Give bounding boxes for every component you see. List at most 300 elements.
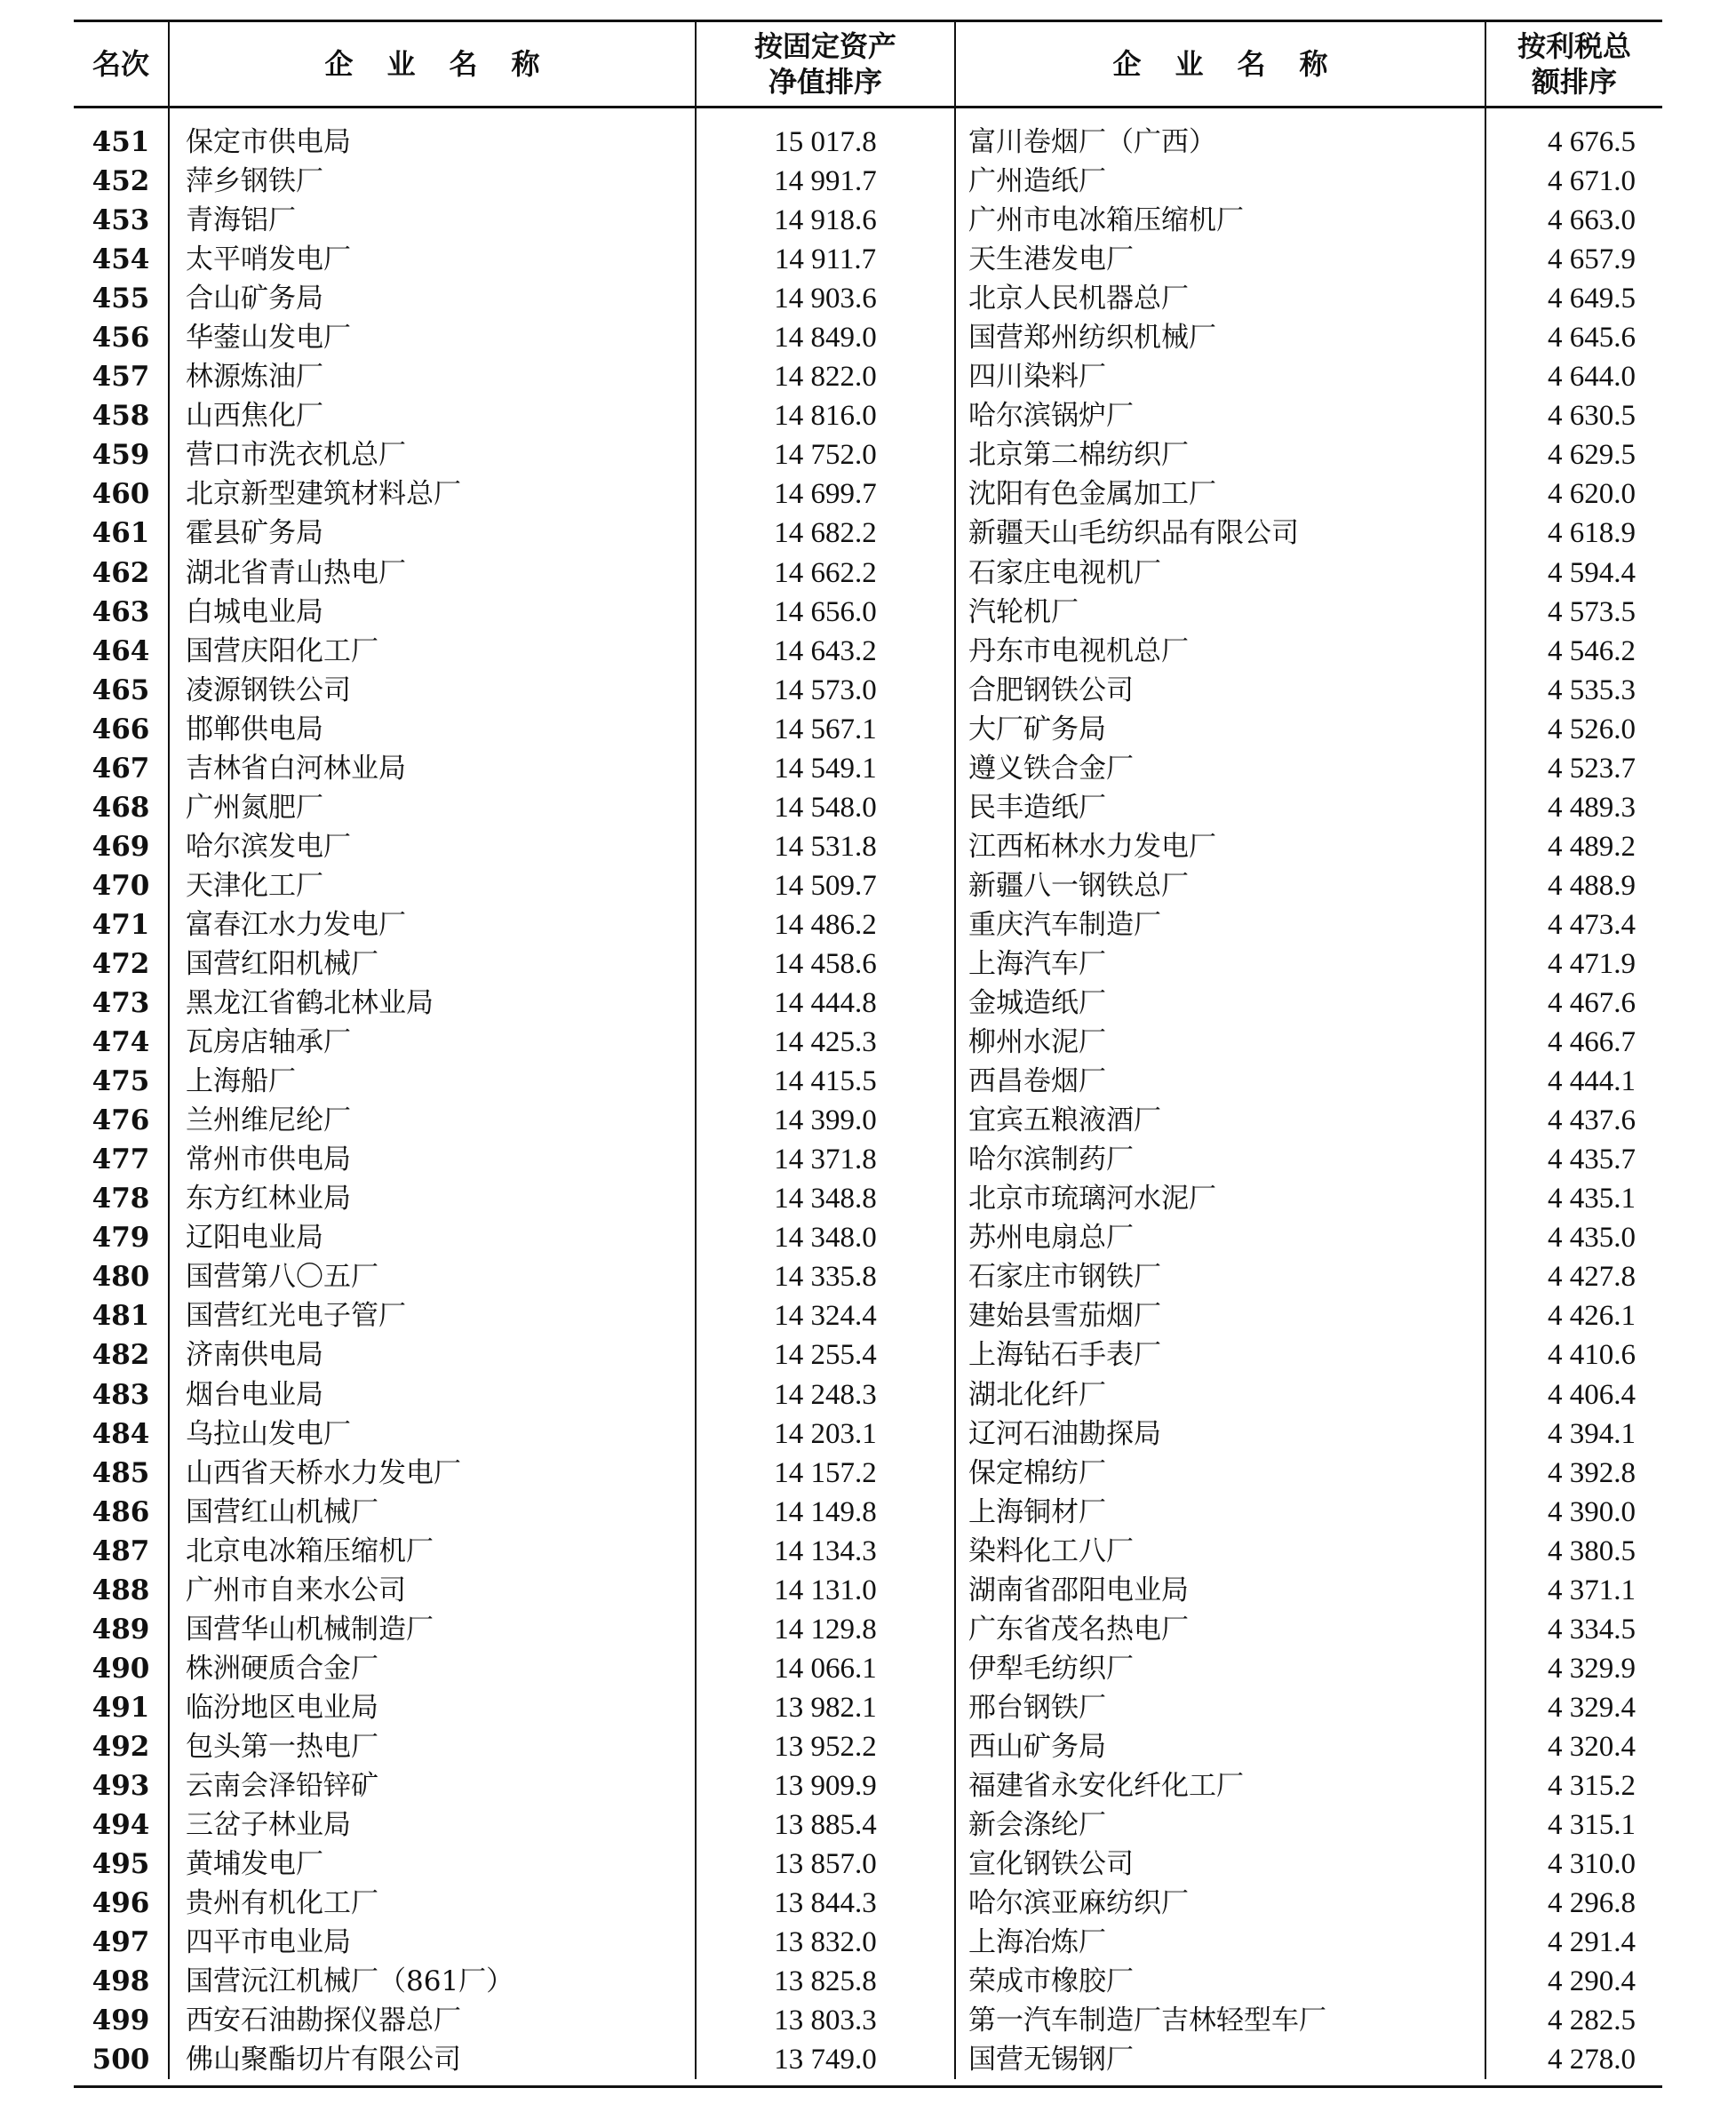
company-name-tax: 天生港发电厂 xyxy=(955,240,1485,279)
company-name-asset: 邯郸供电局 xyxy=(169,710,696,749)
tax-value: 4 471.9 xyxy=(1548,948,1636,980)
tax-value: 4 629.5 xyxy=(1548,439,1636,472)
asset-value: 14 129.8 xyxy=(696,1610,955,1649)
rank-cell: 458 xyxy=(74,396,169,435)
company-name-tax: 湖北化纤厂 xyxy=(955,1375,1485,1415)
company-name-asset: 林源炼油厂 xyxy=(169,357,696,396)
company-name-tax: 江西柘林水力发电厂 xyxy=(955,827,1485,866)
tax-value: 4 334.5 xyxy=(1548,1613,1636,1646)
company-name-tax: 上海汽车厂 xyxy=(955,944,1485,984)
rank-cell: 482 xyxy=(74,1335,169,1375)
asset-value: 14 816.0 xyxy=(696,396,955,435)
asset-value: 13 844.3 xyxy=(696,1884,955,1923)
company-name-asset: 吉林省白河林业局 xyxy=(169,749,696,788)
asset-value: 14 911.7 xyxy=(696,240,955,279)
table-row xyxy=(74,554,1662,593)
company-name-tax: 苏州电扇总厂 xyxy=(955,1218,1485,1257)
tax-value: 4 466.7 xyxy=(1548,1026,1636,1059)
asset-value: 14 548.0 xyxy=(696,788,955,827)
company-name-tax: 遵义铁合金厂 xyxy=(955,749,1485,788)
tax-value: 4 620.0 xyxy=(1548,478,1636,511)
company-name-tax: 石家庄电视机厂 xyxy=(955,554,1485,593)
tax-value: 4 435.7 xyxy=(1548,1144,1636,1176)
asset-value: 14 149.8 xyxy=(696,1493,955,1532)
table-row xyxy=(74,1415,1662,1454)
asset-value: 14 131.0 xyxy=(696,1571,955,1610)
table-row xyxy=(74,1335,1662,1375)
tax-value: 4 467.6 xyxy=(1548,987,1636,1020)
tax-value: 4 489.2 xyxy=(1548,830,1636,863)
company-name-tax: 新疆八一钢铁总厂 xyxy=(955,866,1485,905)
company-name-asset: 国营红山机械厂 xyxy=(169,1493,696,1532)
table-row xyxy=(74,1179,1662,1218)
rank-cell: 456 xyxy=(74,318,169,357)
tax-value: 4 644.0 xyxy=(1548,361,1636,394)
table-row xyxy=(74,279,1662,318)
company-name-asset: 西安石油勘探仪器总厂 xyxy=(169,2001,696,2040)
company-name-asset: 凌源钢铁公司 xyxy=(169,671,696,710)
rank-cell: 500 xyxy=(74,2040,169,2079)
tax-value: 4 380.5 xyxy=(1548,1534,1636,1567)
rank-cell: 454 xyxy=(74,240,169,279)
asset-value: 13 749.0 xyxy=(696,2040,955,2079)
header-metric1 xyxy=(696,22,955,108)
table-row xyxy=(74,593,1662,632)
company-name-asset: 富春江水力发电厂 xyxy=(169,905,696,944)
tax-value: 4 392.8 xyxy=(1548,1456,1636,1489)
company-name-asset: 广州市自来水公司 xyxy=(169,1571,696,1610)
table-row xyxy=(74,357,1662,396)
table-row xyxy=(74,1140,1662,1179)
table-row xyxy=(74,1454,1662,1493)
tax-value: 4 427.8 xyxy=(1548,1261,1636,1294)
rank-cell: 490 xyxy=(74,1649,169,1688)
company-name-tax: 邢台钢铁厂 xyxy=(955,1688,1485,1727)
tax-value: 4 282.5 xyxy=(1548,2004,1636,2037)
bottom-rule xyxy=(74,2085,1662,2088)
table-row xyxy=(74,866,1662,905)
tax-value: 4 489.3 xyxy=(1548,791,1636,824)
company-name-asset: 天津化工厂 xyxy=(169,866,696,905)
company-name-asset: 北京新型建筑材料总厂 xyxy=(169,474,696,514)
tax-value: 4 435.0 xyxy=(1548,1222,1636,1255)
company-name-asset: 黑龙江省鹤北林业局 xyxy=(169,984,696,1023)
asset-value: 14 918.6 xyxy=(696,201,955,240)
rank-cell: 452 xyxy=(74,162,169,201)
asset-value: 14 458.6 xyxy=(696,944,955,984)
company-name-tax: 上海钻石手表厂 xyxy=(955,1335,1485,1375)
rank-cell: 470 xyxy=(74,866,169,905)
table-row xyxy=(74,396,1662,435)
rank-cell: 475 xyxy=(74,1062,169,1101)
table-row xyxy=(74,1610,1662,1649)
rank-cell: 483 xyxy=(74,1375,169,1415)
company-name-tax: 丹东市电视机总厂 xyxy=(955,632,1485,671)
company-name-asset: 广州氮肥厂 xyxy=(169,788,696,827)
table-row xyxy=(74,318,1662,357)
company-name-tax: 上海冶炼厂 xyxy=(955,1923,1485,1962)
asset-value: 14 348.8 xyxy=(696,1179,955,1218)
asset-value: 14 849.0 xyxy=(696,318,955,357)
tax-value: 4 523.7 xyxy=(1548,752,1636,785)
rank-cell: 496 xyxy=(74,1884,169,1923)
company-name-asset: 合山矿务局 xyxy=(169,279,696,318)
table-row xyxy=(74,162,1662,201)
rank-cell: 488 xyxy=(74,1571,169,1610)
tax-value: 4 310.0 xyxy=(1548,1848,1636,1881)
company-name-tax: 大厂矿务局 xyxy=(955,710,1485,749)
company-name-tax: 国营无锡钢厂 xyxy=(955,2040,1485,2079)
rank-cell: 499 xyxy=(74,2001,169,2040)
tax-value: 4 426.1 xyxy=(1548,1300,1636,1333)
asset-value: 14 549.1 xyxy=(696,749,955,788)
company-name-asset: 佛山聚酯切片有限公司 xyxy=(169,2040,696,2079)
company-name-asset: 三岔子林业局 xyxy=(169,1805,696,1845)
table-row xyxy=(74,749,1662,788)
table-row xyxy=(74,1845,1662,1884)
company-name-tax: 柳州水泥厂 xyxy=(955,1023,1485,1062)
table-row xyxy=(74,240,1662,279)
company-name-asset: 青海铝厂 xyxy=(169,201,696,240)
table-row xyxy=(74,1571,1662,1610)
asset-value: 14 425.3 xyxy=(696,1023,955,1062)
tax-value: 4 390.0 xyxy=(1548,1495,1636,1528)
table-row xyxy=(74,514,1662,553)
company-name-tax: 西昌卷烟厂 xyxy=(955,1062,1485,1101)
header-name1 xyxy=(169,22,696,108)
company-name-asset: 上海船厂 xyxy=(169,1062,696,1101)
table-row xyxy=(74,1884,1662,1923)
company-name-tax: 广州造纸厂 xyxy=(955,162,1485,201)
company-name-asset: 贵州有机化工厂 xyxy=(169,1884,696,1923)
table-row xyxy=(74,1296,1662,1335)
company-name-tax: 保定棉纺厂 xyxy=(955,1454,1485,1493)
table-row xyxy=(74,201,1662,240)
table-row xyxy=(74,710,1662,749)
table-row xyxy=(74,435,1662,474)
tax-value: 4 320.4 xyxy=(1548,1730,1636,1763)
company-name-tax: 汽轮机厂 xyxy=(955,593,1485,632)
company-name-tax: 四川染料厂 xyxy=(955,357,1485,396)
tax-value: 4 671.0 xyxy=(1548,165,1636,198)
tax-value: 4 315.2 xyxy=(1548,1769,1636,1802)
company-name-asset: 国营红光电子管厂 xyxy=(169,1296,696,1335)
company-name-asset: 湖北省青山热电厂 xyxy=(169,554,696,593)
tax-value: 4 410.6 xyxy=(1548,1339,1636,1372)
table-row xyxy=(74,671,1662,710)
table-row xyxy=(74,984,1662,1023)
rank-cell: 492 xyxy=(74,1727,169,1766)
rank-cell: 462 xyxy=(74,554,169,593)
company-name-tax: 新会涤纶厂 xyxy=(955,1805,1485,1845)
company-name-asset: 华蓥山发电厂 xyxy=(169,318,696,357)
company-name-asset: 白城电业局 xyxy=(169,593,696,632)
company-name-asset: 济南供电局 xyxy=(169,1335,696,1375)
asset-value: 14 643.2 xyxy=(696,632,955,671)
company-name-tax: 富川卷烟厂（广西） xyxy=(955,123,1485,162)
rank-cell: 480 xyxy=(74,1257,169,1296)
company-name-asset: 辽阳电业局 xyxy=(169,1218,696,1257)
company-name-asset: 国营红阳机械厂 xyxy=(169,944,696,984)
company-name-tax: 国营郑州纺织机械厂 xyxy=(955,318,1485,357)
asset-value: 14 444.8 xyxy=(696,984,955,1023)
rank-cell: 489 xyxy=(74,1610,169,1649)
company-name-tax: 福建省永安化纤化工厂 xyxy=(955,1766,1485,1805)
rank-cell: 457 xyxy=(74,357,169,396)
rank-cell: 465 xyxy=(74,671,169,710)
table-row xyxy=(74,2001,1662,2040)
table-row xyxy=(74,1805,1662,1845)
tax-value: 4 329.4 xyxy=(1548,1691,1636,1724)
tax-value: 4 315.1 xyxy=(1548,1809,1636,1842)
rank-cell: 473 xyxy=(74,984,169,1023)
table-row xyxy=(74,632,1662,671)
company-name-asset: 霍县矿务局 xyxy=(169,514,696,553)
company-name-asset: 国营沅江机械厂（861厂） xyxy=(169,1962,696,2001)
tax-value: 4 444.1 xyxy=(1548,1065,1636,1098)
asset-value: 13 803.3 xyxy=(696,2001,955,2040)
company-name-tax: 哈尔滨制药厂 xyxy=(955,1140,1485,1179)
rank-cell: 467 xyxy=(74,749,169,788)
table-row xyxy=(74,827,1662,866)
asset-value: 14 903.6 xyxy=(696,279,955,318)
header-metric1-line1: 按固定资产 xyxy=(753,29,896,63)
asset-value: 13 952.2 xyxy=(696,1727,955,1766)
company-name-tax: 第一汽车制造厂吉林轻型车厂 xyxy=(955,2001,1485,2040)
rank-cell: 479 xyxy=(74,1218,169,1257)
tax-value: 4 437.6 xyxy=(1548,1104,1636,1137)
tax-value: 4 278.0 xyxy=(1548,2044,1636,2076)
asset-value: 13 825.8 xyxy=(696,1962,955,2001)
company-name-asset: 东方红林业局 xyxy=(169,1179,696,1218)
rank-cell: 466 xyxy=(74,710,169,749)
company-name-asset: 太平哨发电厂 xyxy=(169,240,696,279)
asset-value: 14 531.8 xyxy=(696,827,955,866)
ranking-table xyxy=(74,22,1662,2079)
table-row xyxy=(74,1727,1662,1766)
spacer-row xyxy=(74,108,1662,124)
asset-value: 14 682.2 xyxy=(696,514,955,553)
company-name-asset: 黄埔发电厂 xyxy=(169,1845,696,1884)
rank-cell: 486 xyxy=(74,1493,169,1532)
rank-cell: 459 xyxy=(74,435,169,474)
company-name-asset: 山西省天桥水力发电厂 xyxy=(169,1454,696,1493)
rank-cell: 464 xyxy=(74,632,169,671)
asset-value: 14 157.2 xyxy=(696,1454,955,1493)
table-row xyxy=(74,1688,1662,1727)
table-row xyxy=(74,1532,1662,1571)
rank-cell: 469 xyxy=(74,827,169,866)
company-name-tax: 广东省茂名热电厂 xyxy=(955,1610,1485,1649)
rank-cell: 491 xyxy=(74,1688,169,1727)
tax-value: 4 594.4 xyxy=(1548,556,1636,589)
asset-value: 14 415.5 xyxy=(696,1062,955,1101)
rank-cell: 471 xyxy=(74,905,169,944)
rank-cell: 460 xyxy=(74,474,169,514)
tax-value: 4 291.4 xyxy=(1548,1926,1636,1959)
rank-cell: 495 xyxy=(74,1845,169,1884)
company-name-asset: 四平市电业局 xyxy=(169,1923,696,1962)
tax-value: 4 645.6 xyxy=(1548,322,1636,355)
asset-value: 14 662.2 xyxy=(696,554,955,593)
company-name-tax: 染料化工八厂 xyxy=(955,1532,1485,1571)
tax-value: 4 526.0 xyxy=(1548,713,1636,745)
company-name-asset: 保定市供电局 xyxy=(169,123,696,162)
tax-value: 4 296.8 xyxy=(1548,1887,1636,1920)
company-name-tax: 金城造纸厂 xyxy=(955,984,1485,1023)
asset-value: 14 371.8 xyxy=(696,1140,955,1179)
tax-value: 4 290.4 xyxy=(1548,1965,1636,1998)
table-row xyxy=(74,474,1662,514)
company-name-asset: 株洲硬质合金厂 xyxy=(169,1649,696,1688)
company-name-tax: 建始县雪茄烟厂 xyxy=(955,1296,1485,1335)
table-row xyxy=(74,1101,1662,1140)
company-name-asset: 北京电冰箱压缩机厂 xyxy=(169,1532,696,1571)
tax-value: 4 488.9 xyxy=(1548,869,1636,902)
asset-value: 14 699.7 xyxy=(696,474,955,514)
header-metric2-line1: 按利税总 xyxy=(1517,29,1631,63)
tax-value: 4 663.0 xyxy=(1548,204,1636,237)
asset-value: 14 399.0 xyxy=(696,1101,955,1140)
asset-value: 14 324.4 xyxy=(696,1296,955,1335)
rank-cell: 497 xyxy=(74,1923,169,1962)
tax-value: 4 535.3 xyxy=(1548,673,1636,706)
table-row xyxy=(74,123,1662,162)
header-name2 xyxy=(955,22,1485,108)
company-name-asset: 兰州维尼纶厂 xyxy=(169,1101,696,1140)
rank-cell: 463 xyxy=(74,593,169,632)
rank-cell: 472 xyxy=(74,944,169,984)
tax-value: 4 649.5 xyxy=(1548,283,1636,315)
table-body xyxy=(74,108,1662,2080)
rank-cell: 468 xyxy=(74,788,169,827)
asset-value: 15 017.8 xyxy=(696,123,955,162)
company-name-tax: 重庆汽车制造厂 xyxy=(955,905,1485,944)
company-name-tax: 伊犁毛纺织厂 xyxy=(955,1649,1485,1688)
table-row xyxy=(74,1923,1662,1962)
rank-cell: 478 xyxy=(74,1179,169,1218)
company-name-tax: 北京市琉璃河水泥厂 xyxy=(955,1179,1485,1218)
asset-value: 14 255.4 xyxy=(696,1335,955,1375)
header-metric2-line2: 额排序 xyxy=(1531,65,1617,99)
tax-value: 4 473.4 xyxy=(1548,908,1636,941)
company-name-asset: 国营庆阳化工厂 xyxy=(169,632,696,671)
tax-value: 4 371.1 xyxy=(1548,1574,1636,1606)
company-name-asset: 瓦房店轴承厂 xyxy=(169,1023,696,1062)
asset-value: 14 248.3 xyxy=(696,1375,955,1415)
company-name-asset: 山西焦化厂 xyxy=(169,396,696,435)
asset-value: 13 909.9 xyxy=(696,1766,955,1805)
company-name-tax: 合肥钢铁公司 xyxy=(955,671,1485,710)
header-name2-label: 企业名称 xyxy=(1112,47,1362,81)
company-name-asset: 临汾地区电业局 xyxy=(169,1688,696,1727)
table-row xyxy=(74,788,1662,827)
company-name-tax: 民丰造纸厂 xyxy=(955,788,1485,827)
company-name-asset: 常州市供电局 xyxy=(169,1140,696,1179)
company-name-tax: 哈尔滨锅炉厂 xyxy=(955,396,1485,435)
asset-value: 14 656.0 xyxy=(696,593,955,632)
asset-value: 14 335.8 xyxy=(696,1257,955,1296)
tax-value: 4 676.5 xyxy=(1548,126,1636,159)
company-name-tax: 辽河石油勘探局 xyxy=(955,1415,1485,1454)
table-row xyxy=(74,2040,1662,2079)
tax-value: 4 435.1 xyxy=(1548,1183,1636,1215)
company-name-tax: 湖南省邵阳电业局 xyxy=(955,1571,1485,1610)
company-name-asset: 萍乡钢铁厂 xyxy=(169,162,696,201)
tax-value: 4 630.5 xyxy=(1548,400,1636,433)
company-name-tax: 上海铜材厂 xyxy=(955,1493,1485,1532)
table-row xyxy=(74,905,1662,944)
company-name-asset: 云南会泽铅锌矿 xyxy=(169,1766,696,1805)
table-row xyxy=(74,1218,1662,1257)
rank-cell: 477 xyxy=(74,1140,169,1179)
tax-value: 4 618.9 xyxy=(1548,517,1636,550)
rank-cell: 451 xyxy=(74,123,169,162)
company-name-asset: 哈尔滨发电厂 xyxy=(169,827,696,866)
asset-value: 14 203.1 xyxy=(696,1415,955,1454)
asset-value: 13 982.1 xyxy=(696,1688,955,1727)
asset-value: 14 822.0 xyxy=(696,357,955,396)
tax-value: 4 657.9 xyxy=(1548,243,1636,276)
company-name-tax: 宜宾五粮液酒厂 xyxy=(955,1101,1485,1140)
header-rank xyxy=(74,22,169,108)
table-row xyxy=(74,1962,1662,2001)
asset-value: 14 066.1 xyxy=(696,1649,955,1688)
rank-cell: 455 xyxy=(74,279,169,318)
company-name-tax: 北京人民机器总厂 xyxy=(955,279,1485,318)
company-name-asset: 乌拉山发电厂 xyxy=(169,1415,696,1454)
asset-value: 14 752.0 xyxy=(696,435,955,474)
asset-value: 14 567.1 xyxy=(696,710,955,749)
company-name-asset: 国营第八〇五厂 xyxy=(169,1257,696,1296)
header-rank-label: 名次 xyxy=(92,47,149,81)
asset-value: 13 885.4 xyxy=(696,1805,955,1845)
asset-value: 14 134.3 xyxy=(696,1532,955,1571)
asset-value: 14 348.0 xyxy=(696,1218,955,1257)
rank-cell: 484 xyxy=(74,1415,169,1454)
company-name-tax: 北京第二棉纺织厂 xyxy=(955,435,1485,474)
tax-value: 4 573.5 xyxy=(1548,595,1636,628)
tax-value: 4 394.1 xyxy=(1548,1417,1636,1450)
company-name-asset: 包头第一热电厂 xyxy=(169,1727,696,1766)
asset-value: 14 486.2 xyxy=(696,905,955,944)
table-row xyxy=(74,1023,1662,1062)
company-name-tax: 宣化钢铁公司 xyxy=(955,1845,1485,1884)
rank-cell: 485 xyxy=(74,1454,169,1493)
table-row xyxy=(74,1375,1662,1415)
rank-cell: 453 xyxy=(74,201,169,240)
header-name1-label: 企业名称 xyxy=(324,47,574,81)
asset-value: 13 832.0 xyxy=(696,1923,955,1962)
rank-cell: 487 xyxy=(74,1532,169,1571)
tax-value: 4 406.4 xyxy=(1548,1378,1636,1411)
tax-value: 4 546.2 xyxy=(1548,634,1636,667)
asset-value: 14 573.0 xyxy=(696,671,955,710)
table-row xyxy=(74,1493,1662,1532)
asset-value: 14 509.7 xyxy=(696,866,955,905)
header-metric2 xyxy=(1485,22,1662,108)
rank-cell: 476 xyxy=(74,1101,169,1140)
rank-cell: 481 xyxy=(74,1296,169,1335)
company-name-tax: 广州市电冰箱压缩机厂 xyxy=(955,201,1485,240)
rank-cell: 474 xyxy=(74,1023,169,1062)
rank-cell: 461 xyxy=(74,514,169,553)
asset-value: 14 991.7 xyxy=(696,162,955,201)
table-row xyxy=(74,1257,1662,1296)
header-metric1-line2: 净值排序 xyxy=(768,65,882,99)
company-name-tax: 荣成市橡胶厂 xyxy=(955,1962,1485,2001)
table-row xyxy=(74,1649,1662,1688)
